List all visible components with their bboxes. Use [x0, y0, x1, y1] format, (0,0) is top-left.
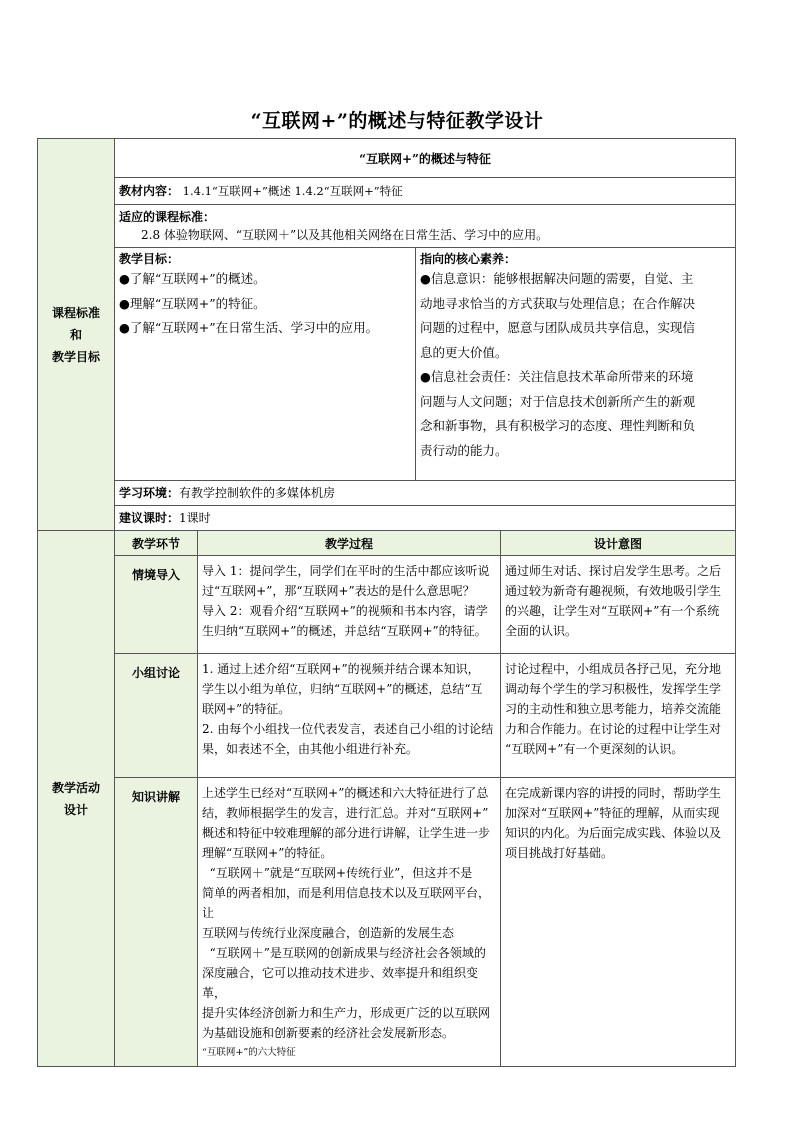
- intent-line: 讨论过程中，小组成员各抒己见，充分地: [505, 662, 722, 676]
- process-line: “互联网+”的六大特征: [202, 1047, 296, 1058]
- process-line: 深度融合，它可以推动技术进步、效率提升和组织变革，: [202, 966, 479, 1000]
- intent-cell: [501, 654, 736, 778]
- process-line: 导入 2：观看介绍“互联网+”的视频和书本内容，请学: [202, 604, 488, 618]
- process-line: 2. 由每个小组找一位代表发言，表述自己小组的讨论结: [202, 722, 494, 736]
- core-literacy-line: 问题的过程中，愿意与团队成员共享信息，实现信: [420, 320, 696, 335]
- process-line: 果，如表述不全，由其他小组进行补充。: [202, 742, 419, 756]
- intent-line: 的兴趣，让学生对“互联网+”有一个系统: [505, 604, 720, 618]
- standard-text: 2.8 体验物联网、“互联网＋”以及其他相关网络在日常生活、学习中的应用。: [141, 228, 549, 242]
- core-literacy-line: ●信息社会责任：关注信息技术革命所带来的环境: [420, 369, 694, 384]
- process-line: 生归纳“互联网+”的概述，并总结“互联网+”的特征。: [202, 624, 487, 638]
- intent-cell: [501, 556, 736, 654]
- process-line: 提升实体经济创新力和生产力，形成更广泛的以互联网: [202, 1006, 491, 1020]
- intent-line: 力和合作能力。在讨论的过程中让学生对: [505, 722, 722, 736]
- standards-side-label: [38, 139, 115, 531]
- core-literacy-line: 息的更大价值。: [420, 344, 508, 360]
- core-literacy-line: 责行动的能力。: [420, 442, 508, 458]
- process-cell: [198, 654, 501, 778]
- standard-label: 适应的课程标准：: [119, 210, 216, 224]
- material-text: 1.4.1“互联网+”概述 1.4.2“互联网+”特征: [179, 184, 403, 198]
- lesson-subtitle: “互联网+”的概述与特征: [115, 139, 736, 178]
- process-line: 为基础设施和创新要素的经济社会发展新形态。: [202, 1026, 455, 1040]
- environment-text: 有教学控制软件的多媒体机房: [179, 486, 336, 500]
- header-intent: 设计意图: [501, 531, 736, 556]
- intent-line: “互联网+”有一个更深刻的认识。: [505, 742, 684, 756]
- environment-label: 学习环境：: [119, 486, 180, 500]
- activities-side-label: [38, 531, 115, 1067]
- objectives-label: 教学目标：: [119, 252, 180, 266]
- process-line: “互联网＋”就是“互联网+传统行业”，但这并不是: [202, 866, 473, 880]
- process-cell: [198, 556, 501, 654]
- process-line: 学生以小组为单位，归纳“互联网+”的概述，总结“互: [202, 682, 483, 696]
- process-line: 互联网与传统行业深度融合，创造新的发展生态: [202, 926, 455, 940]
- process-line: 1. 通过上述介绍“互联网+”的视频并结合课本知识，: [202, 662, 480, 676]
- objective-item: ●理解“互联网+”的特征。: [119, 295, 266, 311]
- standards-label-line: 教学目标: [51, 349, 100, 364]
- core-literacy-line: 问题与人文问题；对于信息技术创新所产生的新观: [420, 393, 696, 409]
- standards-label-line: 课程标准: [51, 305, 100, 320]
- core-literacy-line: ●信息意识：能够根据解决问题的需要，自觉、主: [420, 271, 694, 286]
- intent-line: 全面的认识。: [505, 624, 578, 638]
- intent-line: 在完成新课内容的讲授的同时，帮助学生: [505, 786, 722, 800]
- environment-row: [115, 481, 736, 506]
- material-label: 教材内容：: [119, 184, 180, 198]
- process-line: 导入 1：提问学生，同学们在平时的生活中都应该听说: [202, 564, 490, 578]
- hours-row: [115, 506, 736, 531]
- hours-text: 1课时: [179, 511, 211, 525]
- objective-item: ●了解“互联网+”在日常生活、学习中的应用。: [119, 320, 379, 335]
- stage-label: 小组讨论: [115, 654, 198, 778]
- document-title: “互联网+”的概述与特征教学设计: [250, 110, 544, 132]
- intent-line: 调动每个学生的学习积极性，发挥学生学: [505, 682, 722, 696]
- intent-line: 知识的内化。为后面完成实践、体验以及: [505, 826, 722, 840]
- process-line: 联网+”的特征。: [202, 702, 291, 716]
- process-line: “互联网＋”是互联网的创新成果与经济社会各领域的: [202, 946, 486, 960]
- intent-line: 通过较为新奇有趣视频，有效地吸引学生: [505, 584, 722, 598]
- core-literacy-cell: [416, 248, 736, 481]
- process-line: 上述学生已经对“互联网+”的概述和六大特征进行了总: [202, 786, 489, 800]
- activities-label-line: 教学活动: [51, 780, 100, 795]
- core-literacy-line: 动地寻求恰当的方式获取与处理信息；在合作解决: [420, 295, 696, 311]
- process-line: 理解“互联网+”的特征。: [202, 846, 333, 860]
- intent-line: 项目挑战打好基础。: [505, 846, 614, 860]
- core-literacy-label: 指向的核心素养：: [420, 252, 517, 266]
- process-line: 结，教师根据学生的发言，进行汇总。并对“互联网+”: [202, 806, 489, 820]
- process-line: 概述和特征中较难理解的部分进行讲解，让学生进一步: [202, 826, 491, 840]
- hours-label: 建议课时：: [119, 511, 180, 525]
- stage-label: 情境导入: [115, 556, 198, 654]
- objectives-cell: [115, 248, 416, 481]
- header-stage: 教学环节: [115, 531, 198, 556]
- intent-line: 通过师生对话、探讨启发学生思考。之后: [505, 564, 722, 578]
- activities-label-line: 设计: [63, 802, 88, 817]
- intent-cell: [501, 778, 736, 1067]
- standards-label-line: 和: [69, 327, 82, 342]
- standard-row: [115, 205, 736, 248]
- process-cell: [198, 778, 501, 1067]
- lesson-plan-table: [37, 138, 736, 1067]
- intent-line: 加深对“互联网+”特征的理解，从而实现: [505, 806, 720, 820]
- process-line: 简单的两者相加，而是利用信息技术以及互联网平台，让: [202, 886, 491, 920]
- stage-label: 知识讲解: [115, 778, 198, 1067]
- process-line: 过“互联网+”，那“互联网+”表达的是什么意思呢？: [202, 584, 475, 598]
- intent-line: 习的主动性和独立思考能力，培养交流能: [505, 702, 722, 716]
- objective-item: ●了解“互联网+”的概述。: [119, 271, 266, 286]
- core-literacy-line: 念和新事物，具有积极学习的态度、理性判断和负: [420, 418, 696, 433]
- material-row: [115, 178, 736, 205]
- header-process: 教学过程: [198, 531, 501, 556]
